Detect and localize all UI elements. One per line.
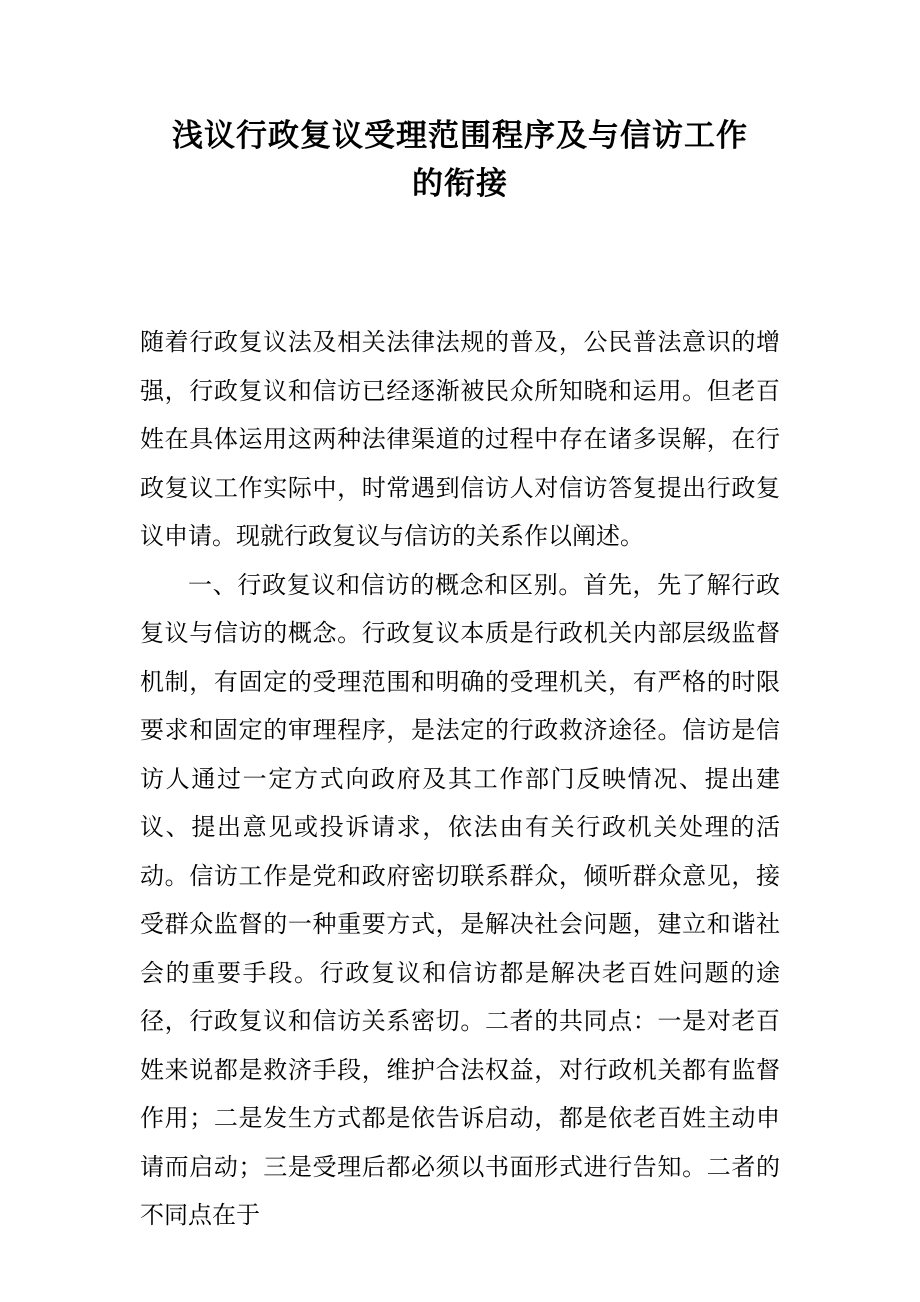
paragraph-intro: 随着行政复议法及相关法律法规的普及，公民普法意识的增强，行政复议和信访已经逐渐被民众所知晓和运用。但老百姓在具体运用这两种法律渠道的过程中存在诸多误解，在行政复议工作实际中，时常遇到信访人对信访答复提出行政复议申请。现就行政复议与信访的关系作以阐述。 — [140, 328, 780, 550]
paragraph-section-1: 一、行政复议和信访的概念和区别。首先，先了解行政复议与信访的概念。行政复议本质是行政机关内部层级监督机制，有固定的受理范围和明确的受理机关，有严格的时限要求和固定的审理程序，是法定的行政救济途径。信访是信访人通过一定方式向政府及其工作部门反映情况、提出建议、提出意见或投诉请求，依法由有关行政机关处理的活动。信访工作是党和政府密切联系群众，倾听群众意见，接受群众监督的一种重要方式，是解决社会问题，建立和谐社会的重要手段。行政复议和信访都是解决老百姓问题的途径，行政复议和信访关系密切。二者的共同点：一是对老百姓来说都是救济手段，维护合法权益，对行政机关都有监督作用；二是发生方式都是依告诉启动，都是依老百姓主动申请而启动；三是受理后都必须以书面形式进行告知。二者的不同点在于 — [140, 570, 780, 1229]
title-line-1: 浅议行政复议受理范围程序及与信访工作 — [172, 118, 748, 154]
title-line-2: 的衔接 — [412, 166, 508, 202]
document-title — [100, 112, 820, 208]
document-body — [140, 318, 780, 1240]
